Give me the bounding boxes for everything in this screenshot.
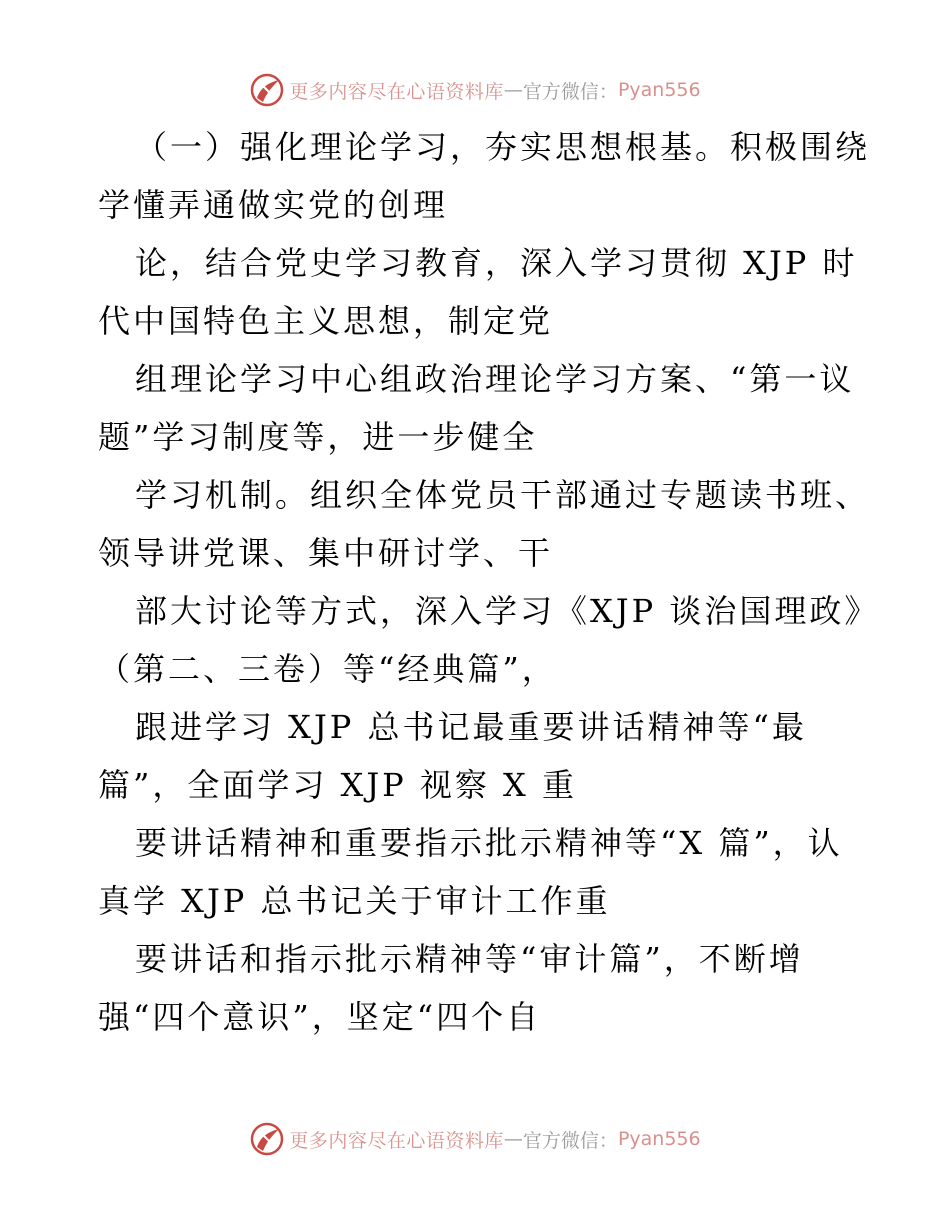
watermark-wechat-id: Pyan556 — [617, 1128, 701, 1150]
document-body — [98, 118, 880, 1046]
watermark-wechat-label: 官方微信： — [522, 80, 618, 103]
watermark-separator: — — [503, 79, 523, 101]
body-line: 强“四个意识”，坚定“四个自 — [98, 998, 542, 1036]
footer-watermark — [0, 1119, 950, 1159]
body-line: （第二、三卷）等“经典篇”， — [98, 650, 557, 688]
body-line: 部大讨论等方式，深入学习《XJP 谈治国理政》 — [135, 592, 880, 630]
body-line: 篇”，全面学习 XJP 视察 X 重 — [98, 766, 577, 804]
watermark-text: 更多内容尽在心语资料库 — [289, 80, 504, 103]
body-line: 组理论学习中心组政治理论学习方案、“第一议 — [135, 360, 855, 398]
body-line: 论，结合党史学习教育，深入学习贯彻 XJP 时 — [135, 244, 858, 282]
body-line: 要讲话和指示批示精神等“审计篇”，不断增 — [135, 940, 804, 978]
body-line: 代中国特色主义思想，制定党 — [98, 302, 554, 340]
watermark-separator: — — [503, 1128, 523, 1150]
body-line: 题”学习制度等，进一步健全 — [98, 418, 538, 456]
body-line: 要讲话精神和重要指示批示精神等“X 篇”，认 — [135, 824, 843, 862]
body-line: 学懂弄通做实党的创理 — [98, 186, 449, 224]
red-ribbon-logo-icon — [249, 72, 285, 108]
watermark-text: 更多内容尽在心语资料库 — [289, 1129, 504, 1152]
body-line: 真学 XJP 总书记关于审计工作重 — [98, 882, 611, 920]
body-line: （一）强化理论学习，夯实思想根基。积极围绕 — [135, 128, 871, 166]
watermark-wechat-id: Pyan556 — [617, 79, 701, 101]
body-line: 跟进学习 XJP 总书记最重要讲话精神等“最 — [135, 708, 807, 746]
red-ribbon-logo-icon — [249, 1121, 285, 1157]
body-line: 领导讲党课、集中研讨学、干 — [98, 534, 554, 572]
watermark-wechat-label: 官方微信： — [522, 1129, 618, 1152]
header-watermark — [0, 70, 950, 110]
body-line: 学习机制。组织全体党员干部通过专题读书班、 — [135, 476, 871, 514]
